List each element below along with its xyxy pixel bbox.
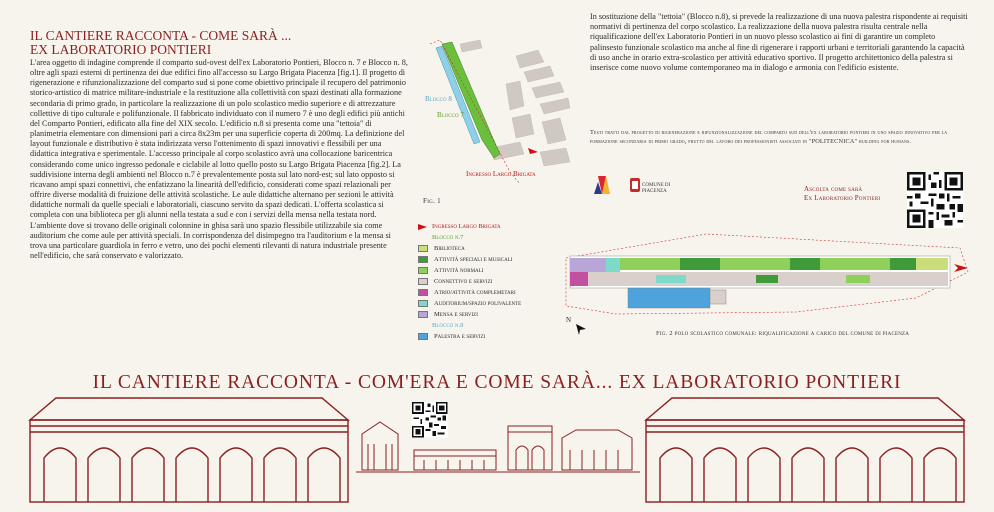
bottom-title: IL CANTIERE RACCONTA - COM'ERA E COME SARÀ... EX LABORATORIO PONTIERI (92, 372, 902, 393)
legend-swatch (418, 267, 428, 274)
legend-item (418, 309, 578, 320)
legend-label: Attività speciali e musicali (434, 256, 513, 263)
arrow-icon (418, 224, 427, 230)
left-building-drawing (30, 398, 348, 502)
legend-swatch (418, 300, 428, 307)
legend-item (418, 298, 578, 309)
legend-label: Palestra e servizi (434, 333, 486, 340)
floor-plan-fig2 (556, 228, 970, 320)
legend-item (418, 232, 578, 243)
audio-callout-line2: Ex Laboratorio Pontieri (804, 194, 881, 202)
comune-crest-icon (630, 178, 640, 192)
center-qr-code-icon (412, 402, 448, 438)
map-label-ingresso: Ingresso Largo Brigata (466, 170, 536, 178)
legend-swatch (418, 256, 428, 263)
school-logo (594, 176, 610, 194)
right-description (590, 12, 968, 73)
legend-label: Attività normali (434, 267, 484, 274)
credits-text: Testi tratti dal progetto di rigenerazione e rifunzionalizzazione del comparto sud dell'ex laboratorio pontieri in uno spazio innovativo per la formazione secondaria di primo grado, frutto del lavoro dei professionisti associati in "POLITECNICA" building for humans. (590, 129, 948, 145)
left-paragraph: L'area oggetto di indagine comprende il comparto sud-ovest dell'ex Laboratorio Pontieri, Blocco n. 7 e Blocco n. 8, oltre agli spazi esterni di pertinenza dei due edifici fino all'accesso su Largo Brigata Piacenza [fig.1]. Il progetto di rigenerazione e rifunzionalizzazione del comparto sud si pone come obiettivo principale il recupero del patrimonio storico-artistico di matrice militare-industriale e la restituzione alla collettività con spazi destinati alla formazione secondaria di primo grado, in particolare la realizzazione di un polo scolastico medio superiore e di attrezzature collettive di tipo culturale e polifunzionale. Il fabbricato individuato con il numero 7 è uno degli edifici più antichi del Comparto Pontieri, edificato alla fine del XIX secolo. L'edificio n.8 si presenta come una "tettoia" di planimetria elementare con dimensioni pari a circa 8x23m per una superficie coperta di 200mq. La definizione del layout funzionale e distributivo è stata indirizzata verso l'ottenimento di spazi innovativi e flessibili per una didattica integrativa e sperimentale. L'accesso principale al corpo scolastico avrà una collocazione baricentrica considerando come unico ingresso pedonale e ciclabile al lotto quello posto su Largo Brigata Piacenza [fig.2]. La suddivisione interna degli ambienti nel Blocco n.7 è prevalentemente posta sul lato nord-est; sul lato opposto si ricavano ampi spazi connettivi, che enfatizzano la linearità dell'edificio, considerati come spazi relazionali per offrire diverse modalità di fruizione delle attività scolastiche. Le aule didattiche alternano per sezioni le attività didattiche normali da quelle speciali e laboratoriali, ciascuno servito da spazi dedicati. L'offerta scolastica si completa con una biblioteca per gli alunni nella testata a sud e con i servizi della mensa nella testata nord. L'ambiente dove si trovano delle originali colonnine in ghisa sarà uno spazio flessibile utilizzabile sia come auditorium che come aule per attività speciali. In corrispondenza del disimpegno tra l'auditorium e la mensa si trova una particolare guardiola in ferro e vetro, uno dei pochi elementi rilevanti di natura industriale presente nell'edificio, che sarà conservato e valorizzato. (30, 58, 408, 260)
legend-swatch (418, 311, 428, 318)
right-building-drawing (646, 398, 964, 502)
legend-item (418, 287, 578, 298)
right-paragraph: In sostituzione della "tettoia" (Blocco n.8), si prevede la realizzazione di una nuova palestra rispondente ai requisiti normativi di pertinenza del corpo scolastico. La realizzazione della nuova palestra risulta centrale nella riqualificazione dell'ex Laboratorio Pontieri in un nuovo plesso scolastico ai fini di garantire un completo palinsesto funzionale scolastico ma anche al fine di rigenerare i rapporti urbani e territoriali garantendo la capacità di uso anche in orario extra-scolastico per attività educativo sportivo. Il progetto architettonico della palestra si inserisce come nuovo volume contemporaneo ma in dialogo e armonia con l'edificio esistente. (590, 12, 968, 73)
legend-swatch (418, 278, 428, 285)
legend-item (418, 221, 578, 232)
legend-swatch (418, 289, 428, 296)
qr-code-audio-icon[interactable] (906, 172, 964, 228)
comune-label: COMUNE DI PIACENZA (642, 183, 671, 194)
fig2-caption: Fig. 2 polo scolastico comunale: riqualificazione a carico del comune di piacenza (656, 330, 910, 337)
legend-swatch (418, 245, 428, 252)
legend-label: Atrio/attività complemetari (434, 289, 516, 296)
site-map-fig1 (420, 36, 578, 184)
legend-item (418, 320, 578, 331)
legend-label: Blocco n.8 (432, 322, 464, 329)
title-line-2: EX LABORATORIO PONTIERI (30, 42, 212, 57)
plan-legend (418, 221, 578, 342)
left-description (30, 58, 408, 261)
title-line-1: IL CANTIERE RACCONTA - COME SARÀ ... (30, 28, 292, 43)
legend-swatch (418, 333, 428, 340)
north-label: N (566, 316, 572, 324)
legend-label: Ingresso Largo Brigata (432, 223, 501, 230)
legend-item (418, 331, 578, 342)
audio-callout-line1: Ascolta come sarà (804, 185, 863, 193)
legend-item (418, 265, 578, 276)
map-label-blocco8: Blocco 8 (425, 95, 452, 103)
buildings-illustration (0, 392, 994, 512)
legend-item (418, 243, 578, 254)
fig1-caption: Fig. 1 (423, 197, 441, 205)
legend-label: Blocco n.7 (432, 234, 464, 241)
legend-item (418, 254, 578, 265)
north-arrow-icon (574, 322, 588, 336)
panel-title (30, 29, 400, 57)
legend-label: Auditorium/spazio polivalente (434, 300, 522, 307)
audio-callout (804, 185, 914, 203)
legend-label: Mensa e servizi (434, 311, 478, 318)
legend-label: Connettivo e servizi (434, 278, 493, 285)
map-label-blocco7: Blocco 7 (437, 111, 464, 119)
legend-item (418, 276, 578, 287)
legend-label: Biblioteca (434, 245, 465, 252)
center-skyline-drawing (356, 422, 640, 472)
